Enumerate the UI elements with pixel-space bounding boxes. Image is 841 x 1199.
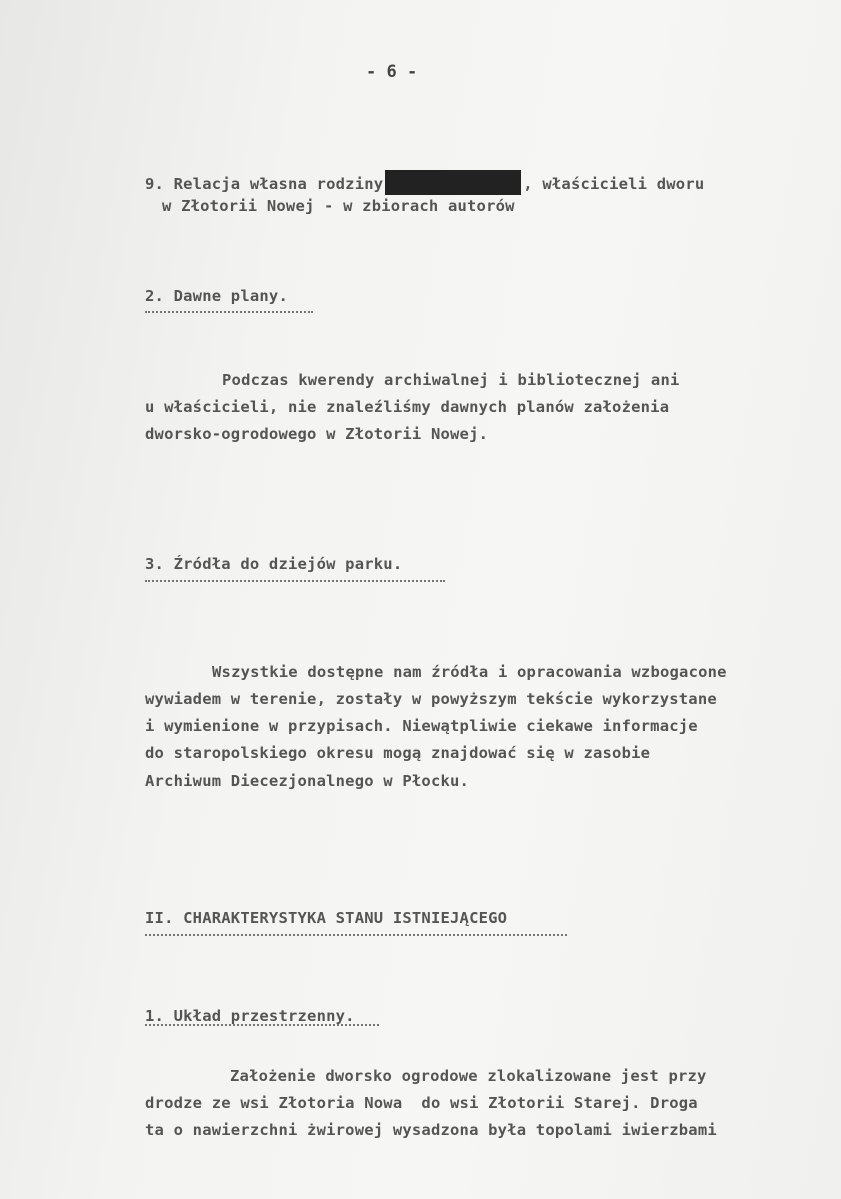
section3-heading: 3. Źródła do dziejów parku.	[145, 555, 403, 573]
uklad-heading: 1. Układ przestrzenny.	[145, 1007, 355, 1025]
section3-para-line5: Archiwum Diecezjonalnego w Płocku.	[145, 772, 470, 790]
item9-line2: w Złotorii Nowej - w zbiorach autorów	[162, 197, 515, 215]
section2-para-line3: dworsko-ogrodowego w Złotorii Nowej.	[145, 425, 489, 443]
section2-para-line2: u właścicieli, nie znaleźliśmy dawnych planów założenia	[145, 398, 670, 416]
section3-para-line2: wywiadem w terenie, zostały w powyższym tekście wykorzystane	[145, 690, 717, 708]
uklad-para-line3: ta o nawierzchni żwirowej wysadzona była topolami iwierzbami	[145, 1121, 717, 1139]
section2-para-line1: Podczas kwerendy archiwalnej i bibliotecznej ani	[222, 371, 680, 389]
item9-line1	[145, 170, 704, 195]
section3-para-line1: Wszystkie dostępne nam źródła i opracowania wzbogacone	[212, 663, 727, 681]
section3-para-line3: i wymienione w przypisach. Niewątpliwie ciekawe informacje	[145, 717, 698, 735]
item9-text-a: 9. Relacja własna rodziny	[145, 175, 384, 193]
page-number: - 6 -	[366, 62, 418, 82]
uklad-para-line1: Założenie dworsko ogrodowe zlokalizowane jest przy	[230, 1067, 707, 1085]
chapter2-heading: II. CHARAKTERYSTYKA STANU ISTNIEJĄCEGO	[145, 909, 508, 927]
uklad-para-line2: drodze ze wsi Złotoria Nowa do wsi Złotorii Starej. Droga	[145, 1094, 698, 1112]
section3-heading-underline	[145, 580, 445, 582]
section2-heading-underline	[145, 311, 313, 313]
chapter2-heading-underline	[145, 934, 567, 936]
section2-heading: 2. Dawne plany.	[145, 287, 288, 305]
redaction-block	[385, 170, 521, 195]
uklad-heading-underline	[145, 1024, 379, 1026]
item9-text-b: , właścicieli dworu	[523, 175, 705, 193]
section3-para-line4: do staropolskiego okresu mogą znajdować się w zasobie	[145, 744, 651, 762]
